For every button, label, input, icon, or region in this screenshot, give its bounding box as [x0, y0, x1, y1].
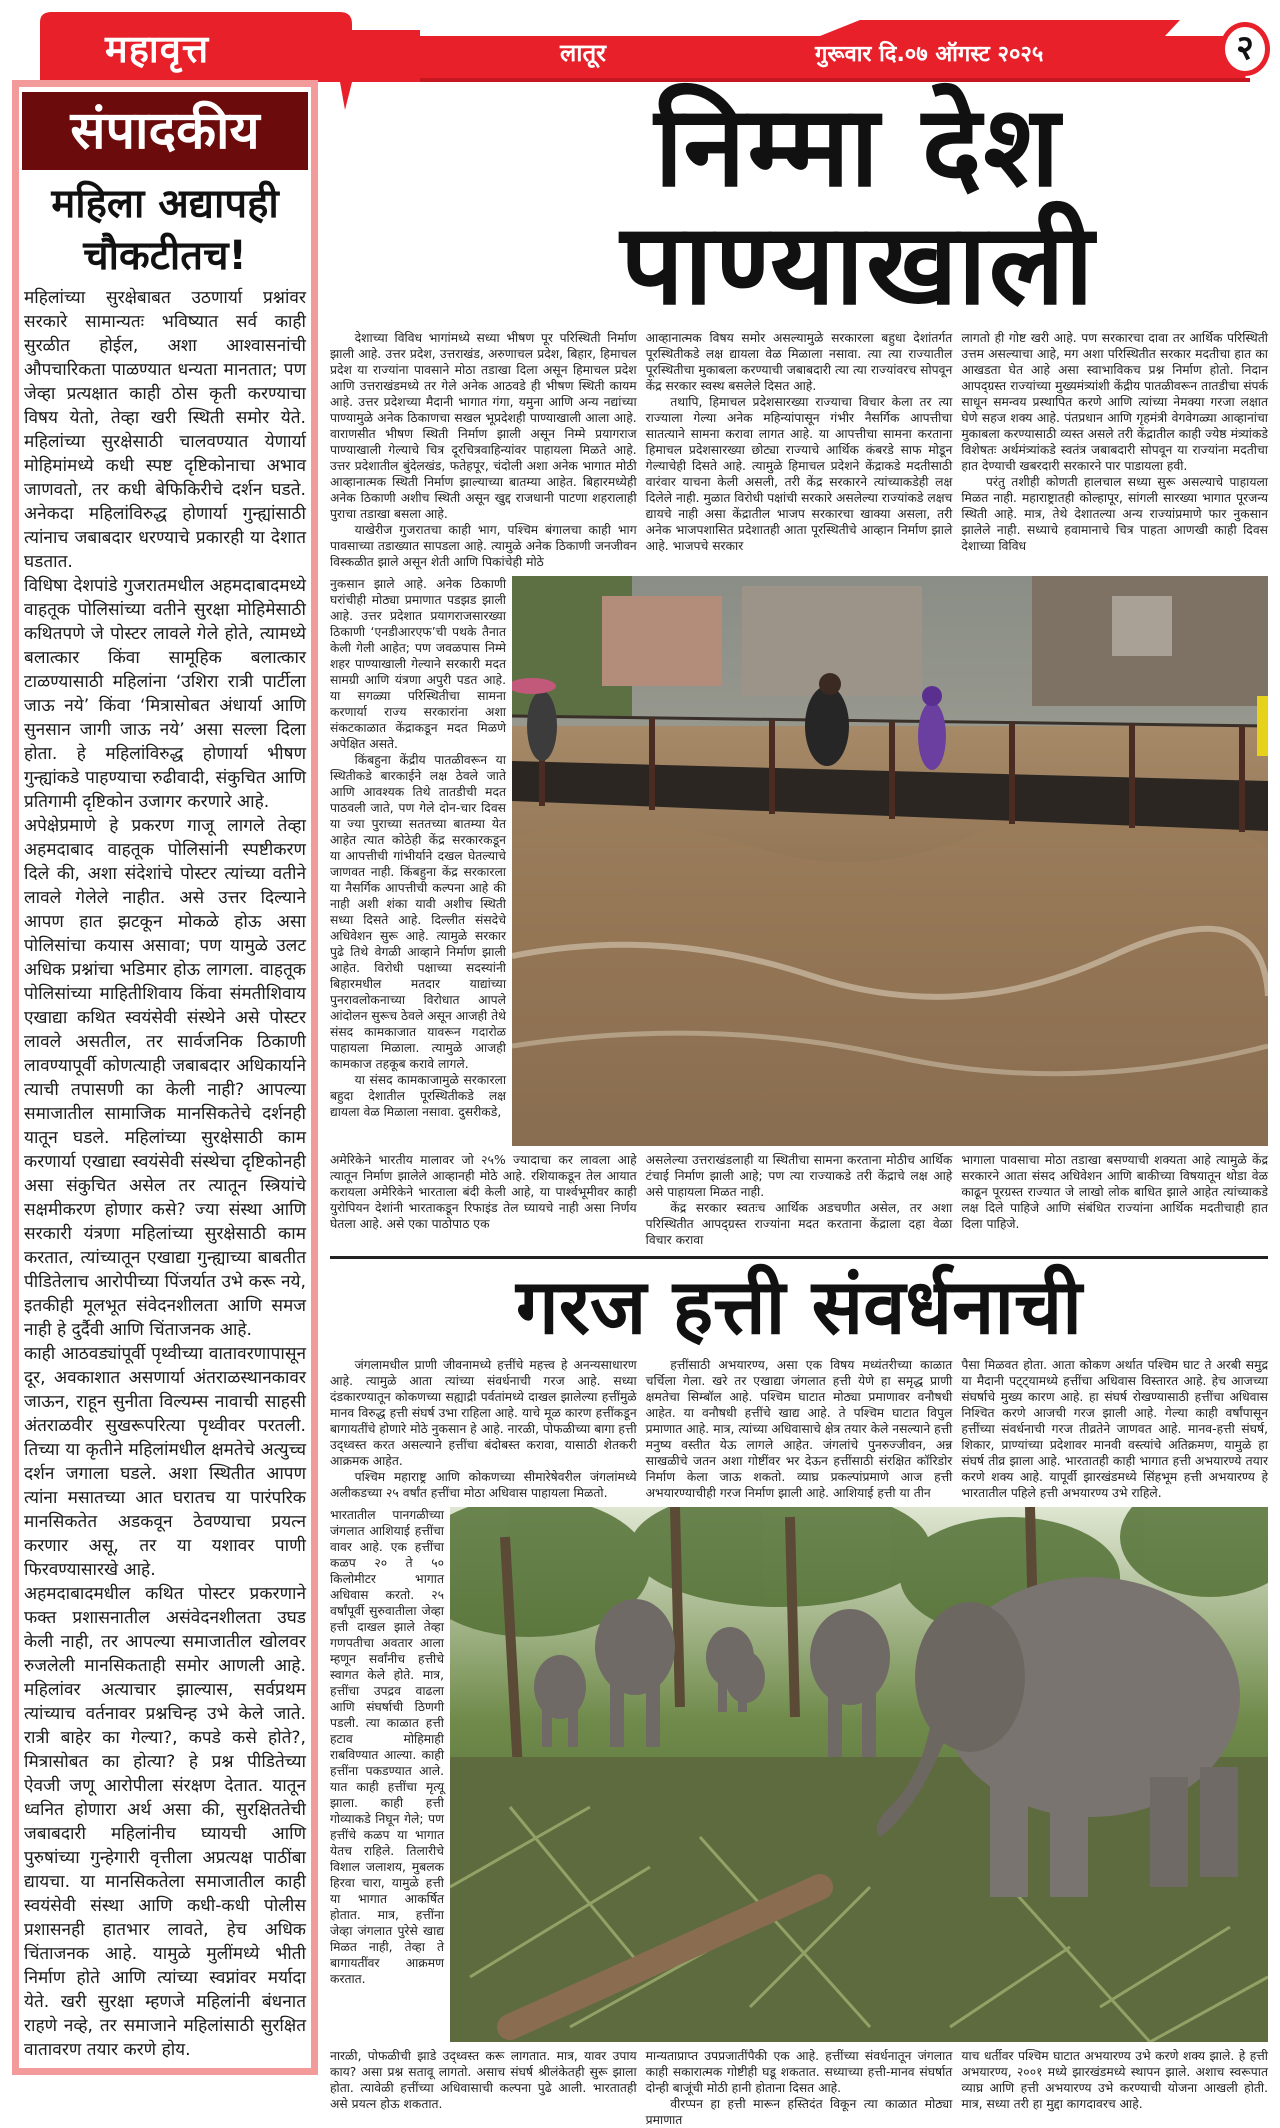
paragraph: आव्हानात्मक विषय समोर असल्यामुळे सरकारला बहुधा देशांतर्गत पूरस्थितीकडे लक्ष द्यायला वेळ मिळाला नसावा. त्या त्या राज्यातील पूरस्थितीचा मुकाबला करण्याची जबाबदारी त्या त्या राज्यांवरच सोपवून केंद्र सरकार स्वस्थ बसलेले दिसत आहे. [645, 331, 953, 393]
elephant-photo-row [330, 1507, 1268, 2042]
section-divider [330, 1256, 1268, 1259]
paragraph: अमेरिकेने भारतीय मालावर जो २५% ज्यादाचा कर लावला आहे त्यातून निर्माण झालेले आव्हानही मोठे आहे. रशियाकडून तेल आयात करायला अमेरिकेने भारताला बंदी केली आहे, या पार्श्वभूमीवर काही युरोपियन देशांनी भारताकडून रिफाइंड तेल घ्यायचे नाही असा निर्णय घेतला आहे. असे एका पाठोपाठ एक [330, 1153, 637, 1231]
paragraph: वीरप्पन हा हत्ती मारून हस्तिदंत विकून त्या काळात मोठ्या प्रमाणात [645, 2097, 953, 2127]
elephant-top-columns [330, 1357, 1268, 1501]
editorial-headline [22, 178, 308, 282]
paragraph: देशाच्या विविध भागांमध्ये सध्या भीषण पूर परिस्थिती निर्माण झाली आहे. उत्तर प्रदेश, उत्तराखंड, अरुणाचल प्रदेश, बिहार, हिमाचल प्रदेश या राज्यांना पावसाने मोठा तडाखा दिला असून हिमाचल प्रदेश आणि उत्तराखंडमध्ये तर गेले अनेक आठवडे ही भीषण स्थिती कायम आहे. उत्तर प्रदेशच्या मैदानी भागात गंगा, यमुना आणि अन्य नद्यांच्या पाण्यामुळे अनेक ठिकाणचा सखल भूप्रदेशही पाण्याखाली आला आहे. वाराणसीत भीषण स्थिती निर्माण झाली असून निम्मे प्रयागराज पाण्याखाली गेल्याचे चित्र दूरचित्रवाहिन्यांवर पाहायला मिळते आहे. उत्तर प्रदेशातील बुंदेलखंड, फतेहपूर, चंदोली अशा अनेक भागात मोठी आव्हानात्मक स्थिती निर्माण झाल्याच्या बातम्या आहेत. बिहारमध्येही अनेक ठिकाणी अशीच स्थिती असून खुद्द राजधानी पाटणा शहरालाही पुराचा तडाखा बसला आहे. [330, 331, 637, 521]
elephant-column-3 [961, 1357, 1268, 1501]
flood-column-3-bottom [961, 1152, 1268, 1248]
flood-photo-row [330, 576, 1268, 1146]
paragraph: नारळी, पोफळीची झाडे उद्ध्वस्त करू लागतात. मात्र, यावर उपाय काय? असा प्रश्न सतावू लागतो. असाच संघर्ष श्रीलंकेतही सुरू झाला होता. त्यावेळी हत्तींच्या अधिवासाची कल्पना पुढे आली. भारतातही असे प्रयत्न होऊ शकतात. [330, 2049, 637, 2111]
issue-date: गुरूवार दि.०७ ऑगस्ट २०२५ [815, 42, 1044, 67]
flood-top-columns [330, 330, 1268, 570]
paragraph: नुकसान झाले आहे. अनेक ठिकाणी घरांचीही मोठ्या प्रमाणात पडझड झाली आहे. उत्तर प्रदेशात प्रयागराजसारख्या ठिकाणी ‘एनडीआरएफ’ची पथके तैनात केली गेली आहेत; पण जवळपास निम्मे शहर पाण्याखाली गेल्याने सरकारी मदत सामग्री आणि यंत्रणा अपुरी पडत आहे. या सगळ्या परिस्थितीचा सामना करणार्या राज्य सरकारांना अशा संकटकाळात केंद्राकडून मदत मिळणे अपेक्षित असते. [330, 577, 506, 751]
paragraph: जंगलामधील प्राणी जीवनामध्ये हत्तींचे महत्त्व हे अनन्यसाधारण आहे. त्यामुळे आता त्यांच्या संवर्धनाची गरज आहे. सध्या दंडकारण्यातून कोकणच्या सह्याद्री पर्वतांमध्ये दाखल झालेल्या हत्तींमुळे मानव विरुद्ध हत्ती संघर्ष उभा राहिला आहे. याचे मूळ कारण हत्तींकडून बागायतींचे होणारे मोठे नुकसान हे आहे. नारळी, पोफळीच्या बागा हत्ती उद्ध्वस्त करत असल्याने हत्तींचा बंदोबस्त करावा, यासाठी शेतकरी आक्रमक आहेत. [330, 1358, 637, 1468]
elephant-narrow-column [330, 1507, 444, 1987]
flood-column-1 [330, 330, 637, 570]
paragraph: परंतु तशीही कोणती हालचाल सध्या सुरू असल्याचे पाहायला मिळत नाही. महाराष्ट्रातही कोल्हापूर, सांगली सारख्या भागात पूरजन्य स्थिती आहे. मात्र, तेथे देशातल्या अन्य राज्यांप्रमाणे फार नुकसान झालेले नाही. सध्याचे हवामानाचे चित्र पाहता आणखी काही दिवस देशाच्या विविध [961, 475, 1268, 553]
edition-city: लातूर [560, 39, 606, 67]
paragraph: भागाला पावसाचा मोठा तडाखा बसण्याची शक्यता आहे त्यामुळे केंद्र सरकारने आता संसद अधिवेशन आणि बाकीच्या विषयातून थोडा वेळ काढून पूरग्रस्त राज्यात जे लाखो लोक बाधित झाले आहेत त्यांच्याकडे लक्ष दिले पाहिजे आणि संबंधित राज्यांना आर्थिक मदतीचाही हात दिला पाहिजे. [961, 1153, 1268, 1231]
paragraph: केंद्र सरकार स्वतःच आर्थिक अडचणीत असेल, तर अशा परिस्थितीत आपद्ग्रस्त राज्यांना मदत करताना केंद्राला दहा वेळा विचार करावा [645, 1201, 953, 1247]
editorial-paragraph: विधिषा देशपांडे गुजरातमधील अहमदाबादमध्ये वाहतूक पोलिसांच्या वतीने सुरक्षा मोहिमेसाठी कथितपणे जे पोस्टर लावले गेले होते, त्यामध्ये बलात्कार किंवा सामूहिक बलात्कार टाळण्यासाठी महिलांना ‘उशिरा रात्री पार्टीला जाऊ नये’ किंवा ‘मित्रासोबत अंधार्या आणि सुनसान जागी जाऊ नये’ असा सल्ला दिला होता. हे महिलांविरुद्ध होणार्या भीषण गुन्ह्यांकडे पाहण्याचा रुढीवादी, संकुचित आणि प्रतिगामी दृष्टिकोन उजागर करणारे आहे. [24, 576, 306, 812]
elephant-column-1 [330, 1357, 637, 1501]
page-number: २ [1220, 22, 1270, 76]
paragraph: तथापि, हिमाचल प्रदेशसारख्या राज्याचा विचार केला तर त्या राज्याला गेल्या अनेक महिन्यांपासून गंभीर नैसर्गिक आपत्तीचा सातत्याने सामना करावा लागत आहे. या आपत्तीचा सामना करताना हिमाचल प्रदेशसारख्या छोट्या राज्याचे आर्थिक कंबरडे साफ मोडून गेल्याचेही दिसते आहे. त्यामुळे हिमाचल प्रदेशने केंद्राकडे मदतीसाठी वारंवार याचना केली असली, तरी केंद्र सरकारने त्यांच्याकडेही लक्ष दिलेले नाही. मुळात विरोधी पक्षांची सरकारे असलेल्या राज्यांकडे लक्षच द्यायचे नाही असा केंद्रातील भाजप सरकारचा खाक्या असला, तरी अनेक भाजपशासित प्रदेशातही आता पूरस्थितीचे आव्हान निर्माण झाले आहे. भाजपचे सरकार [645, 395, 953, 553]
paragraph: पैसा मिळवत होता. आता कोकण अर्थात पश्चिम घाट ते अरबी समुद्र या मैदानी पट्ट्यामध्ये हत्तींचा अधिवास विस्तारत आहे. हेच आजच्या संघर्षाचे मुख्य कारण आहे. हा संघर्ष रोखण्यासाठी हत्तींचा अधिवास निश्चित करणे आजची गरज झाली आहे. गेल्या काही वर्षांपासून हत्तींच्या संवर्धनाची गरज तीव्रतेने जाणवत आहे. मानव-हत्ती संघर्ष, शिकार, प्राण्यांच्या प्रदेशावर मानवी वस्त्यांचे अतिक्रमण, यामुळे हा संघर्ष तीव्र झाला आहे. भारतातही काही भागात हत्ती अभयारण्ये तयार करणे शक्य आहे. यापूर्वी झारखंडमध्ये सिंहभूम हत्ती अभयारण्य हे भारतातील पहिले हत्ती अभयारण्य उभे राहिले. [961, 1358, 1268, 1500]
elephant-column-2 [646, 1357, 953, 1501]
main-content [330, 80, 1268, 2128]
flood-headline: निम्मा देश पाण्याखाली [620, 82, 1096, 330]
paragraph: हत्तींसाठी अभयारण्य, असा एक विषय मध्यंतरीच्या काळात चर्चिला गेला. खरे तर एखाद्या जंगलात हत्ती येणे हा समृद्ध प्राणी क्षमतेचा सिम्बॉल आहे. पश्चिम घाटात मोठ्या प्रमाणावर वनौषधी आहेत. या वनौषधी हत्तींचे खाद्य आहे. ते पश्चिम घाटात विपुल प्रमाणात आहे. मात्र, त्यांच्या अधिवासाचे क्षेत्र तयार केले नसल्याने हत्ती मनुष्य वस्तीत येऊ लागले आहेत. जंगलांचे पुनरुज्जीवन, अन्न साखळीचे जतन अशा गोष्टींवर भर देऊन हत्तींसाठी संरक्षित कॉरिडोर निर्माण केला जाऊ शकतो. व्याघ्र प्रकल्पांप्रमाणे आज हत्ती अभयारण्याचीही गरज निर्माण झाली आहे. आशियाई हत्ती या तीन [645, 1358, 953, 1500]
paragraph: भारतातील पानगळीच्या जंगलात आशियाई हत्तींचा वावर आहे. एक हत्तींचा कळप २० ते ५० किलोमीटर भागात अधिवास करतो. २५ वर्षांपूर्वी सुरुवातीला जेव्हा हत्ती दाखल झाले तेव्हा गणपतीचा अवतार आला म्हणून सर्वांनीच हत्तीचे स्वागत केले होते. मात्र, हत्तींचा उपद्रव वाढला आणि संघर्षाची ठिणगी पडली. त्या काळात हत्ती हटाव मोहिमाही राबविण्यात आल्या. काही हत्तींना पकडण्यात आले. यात काही हत्तींचा मृत्यू झाला. काही हत्ती गोव्याकडे निघून गेले; पण हत्तींचे कळप या भागात येतच राहिले. तिलारीचे विशाल जलाशय, मुबलक हिरवा चारा, यामुळे हत्ती या भागात आकर्षित होतात. मात्र, हत्तींना जेव्हा जंगलात पुरेसे खाद्य मिळत नाही, तेव्हा ते बागायतींवर आक्रमण करतात. [330, 1508, 444, 1986]
elephant-photo [450, 1507, 1268, 2042]
editorial-label: संपादकीय [22, 92, 308, 170]
flood-column-3 [961, 330, 1268, 570]
paragraph: मान्यताप्राप्त उपप्रजातींपैकी एक आहे. हत्तींच्या संवर्धनातून जंगलात काही सकारात्मक गोष्टीही घडू शकतात. सध्याच्या हत्ती-मानव संघर्षात दोन्ही बाजूंची मोठी हानी होताना दिसत आहे. [645, 2049, 953, 2095]
flood-column-1-bottom [330, 1152, 637, 1248]
newspaper-logo: महावृत्त [105, 27, 210, 71]
editorial-paragraph: अपेक्षेप्रमाणे हे प्रकरण गाजू लागले तेव्हा अहमदाबाद वाहतूक पोलिसांनी स्पष्टीकरण दिले की, अशा संदेशांचे पोस्टर त्यांच्या वतीने लावले गेलेले नाहीत. असे उत्तर दिल्याने आपण हात झटकून मोकळे होऊ असा पोलिसांचा कयास असावा; पण यामुळे उलट अधिक प्रश्नांचा भडिमार होऊ लागला. वाहतूक पोलिसांच्या माहितीशिवाय किंवा संमतीशिवाय एखाद्या कथित स्वयंसेवी संस्थेने असे पोस्टर लावले असतील, तर सार्वजनिक ठिकाणी लावण्यापूर्वी कोणत्याही जबाबदार अधिकार्याने त्याची तपासणी का केली नाही? आपल्या समाजातील सामाजिक मानसिकतेचे दर्शनही यातून घडले. महिलांच्या सुरक्षेसाठी काम करणार्या एखाद्या स्वयंसेवी संस्थेचा दृष्टिकोनही असा संकुचित असेल तर त्यातून स्त्रियांचे सक्षमीकरण होणार कसे? ज्या संस्था आणि सरकारी यंत्रणा महिलांच्या सुरक्षेसाठी काम करतात, त्यांच्यातून एखाद्या गुन्ह्याच्या बाबतीत पीडितेलाच आरोपीच्या पिंजर्यात उभे करू नये, इतकीही मूलभूत संवेदनशीलता आणि समज नाही हे दुर्दैवी आणि चिंताजनक आहे. [24, 816, 306, 1340]
editorial-paragraph: महिलांच्या सुरक्षेबाबत उठणार्या प्रश्नांवर सरकारे सामान्यतः भविष्यात सर्व काही सुरळीत होईल, अशा आश्वासनांची औपचारिकता पाळण्यात धन्यता मानतात; पण जेव्हा प्रत्यक्षात काही ठोस कृती करण्याचा विषय येतो, तेव्हा खरी स्थिती समोर येते. महिलांच्या सुरक्षेसाठी चालवण्यात येणार्या मोहिमांमध्ये कधी स्पष्ट दृष्टिकोनाचा अभाव जाणवतो, तर कधी बेफिकिरीचे दर्शन घडते. अनेकदा महिलांविरुद्ध होणार्या गुन्ह्यांसाठी त्यांनाच जबाबदार धरण्याचे प्रकारही या देशात घडतात. [24, 288, 306, 572]
paragraph: असलेल्या उत्तराखंडलाही या स्थितीचा सामना करताना मोठीच आर्थिक टंचाई निर्माण झाली आहे; पण त्या राज्याकडे तरी केंद्राचे लक्ष आहे असे पाहायला मिळत नाही. [645, 1153, 953, 1199]
editorial-box [12, 80, 318, 2075]
elephant-headline: गरज हत्ती संवर्धनाची [516, 1262, 1082, 1351]
flood-photo [512, 576, 1268, 1146]
elephant-bottom-columns [330, 2048, 1268, 2128]
paragraph: पश्चिम महाराष्ट्र आणि कोकणच्या सीमारेषेवरील जंगलांमध्ये अलीकडच्या २५ वर्षांत हत्तींचा मोठा अधिवास पाहायला मिळतो. [330, 1470, 637, 1500]
editorial-headline-line1: महिला अद्यापही [51, 181, 279, 227]
flood-column-2-bottom [646, 1152, 953, 1248]
paragraph: किंबहुना केंद्रीय पातळीवरून या स्थितीकडे बारकाईने लक्ष ठेवले जाते आणि आवश्यक तिथे तातडीची मदत पाठवली जाते, पण गेले दोन-चार दिवस या ज्या पुराच्या सततच्या बातम्या येत आहेत त्यात कोठेही केंद्र सरकारकडून या आपत्तीची गांभीर्याने दखल घेतल्याचे जाणवत नाही. किंबहुना केंद्र सरकारला या नैसर्गिक आपत्तीची कल्पना आहे की नाही अशी शंका यावी अशीच स्थिती सध्या दिसते आहे. दिल्लीत संसदेचे अधिवेशन सुरू आहे. त्यामुळे सरकार पुढे तिथे वेगळी आव्हाने निर्माण झाली आहेत. विरोधी पक्षाच्या सदस्यांनी बिहारमधील मतदार याद्यांच्या पुनरावलोकनाच्या विरोधात आपले आंदोलन सुरूच ठेवले असून आजही तेथे संसद कामकाजात यावरून गदारोळ पाहायला मिळाला. त्यामुळे आजही कामकाज तहकूब करावे लागले. [330, 753, 506, 1071]
elephant-column-1-bottom [330, 2048, 637, 2128]
editorial-headline-line2: चौकटीतच! [83, 233, 247, 279]
elephant-column-2-bottom [646, 2048, 953, 2128]
paragraph: याच धर्तीवर पश्चिम घाटात अभयारण्य उभे करणे शक्य झाले. हे हत्ती अभयारण्य, २००१ मध्ये झारखंडमध्ये स्थापन झाले. अशाच स्वरूपात व्याघ्र आणि हत्ती अभयारण्य उभे करण्याची योजना आखली होती. मात्र, सध्या तरी हा मुद्दा कागदावरच आहे. [961, 2049, 1268, 2111]
editorial-paragraph: काही आठवड्यांपूर्वी पृथ्वीच्या वातावरणापासून दूर, अवकाशात असणार्या अंतराळस्थानकावर जाऊन, राहून सुनीता विल्यम्स नावाची साहसी अंतराळवीर सुखरूपरित्या पृथ्वीवर परतली. तिच्या या कृतीने महिलांमधील क्षमतेचे अत्युच्च दर्शन जगाला घडले. अशा स्थितीत आपण त्यांना मसातच्या आत घरातच या पारंपरिक मानसिकतेत अडकवून ठेवण्याचा प्रयत्न करणार असू, तर या यशावर पाणी फिरवण्यासारखे आहे. [24, 1344, 306, 1580]
paragraph: याखेरीज गुजरातचा काही भाग, पश्चिम बंगालचा काही भाग पावसाच्या तडाख्यात सापडला आहे. त्यामुळे अनेक ठिकाणी जनजीवन विस्कळीत झाले असून शेती आणि पिकांचेही मोठे [330, 523, 637, 569]
editorial-paragraph: अहमदाबादमधील कथित पोस्टर प्रकरणाने फक्त प्रशासनातील असंवेदनशीलता उघड केली नाही, तर आपल्या समाजातील खोलवर रुजलेली मानसिकताही समोर आणली आहे. महिलांवर अत्याचार झाल्यास, सर्वप्रथम त्यांच्याच वर्तनावर प्रश्नचिन्ह उभे केले जाते. रात्री बाहेर का गेल्या?, कपडे कसे होते?, मित्रासोबत का होत्या? हे प्रश्न पीडितेच्या ऐवजी जणू आरोपीला संरक्षण देतात. यातून ध्वनित होणारा अर्थ असा की, सुरक्षिततेची जबाबदारी महिलांनीच घ्यायची आणि पुरुषांच्या गुन्हेगारी वृत्तीला अप्रत्यक्ष पाठींबा द्यायचा. या मानसिकतेला समाजातील काही स्वयंसेवी संस्था आणि कधी-कधी पोलीस प्रशासनही हातभार लावते, हेच अधिक चिंताजनक आहे. यामुळे मुलींमध्ये भीती निर्माण होते आणि त्यांच्या स्वप्नांवर मर्यादा येते. खरी सुरक्षा म्हणजे महिलांनी बंधनात राहणे नव्हे, तर समाजाने महिलांसाठी सुरक्षित वातावरण तयार करणे होय. [24, 1584, 306, 2060]
flood-narrow-column [330, 576, 506, 1120]
paragraph: या संसद कामकाजामुळे सरकारला बहुदा देशातील पूरस्थितीकडे लक्ष द्यायला वेळ मिळाला नसावा. दुसरीकडे, [330, 1073, 506, 1119]
editorial-body [22, 286, 308, 2062]
flood-column-2 [646, 330, 953, 570]
flood-bottom-columns [330, 1152, 1268, 1248]
paragraph: लागतो ही गोष्ट खरी आहे. पण सरकारचा दावा तर आर्थिक परिस्थिती उत्तम असल्याचा आहे, मग अशा परिस्थितीत सरकार मदतीचा हात का आखडता घेत आहे असा स्वाभाविकच प्रश्न निर्माण होतो. निदान आपद्ग्रस्त राज्यांच्या मुख्यमंत्र्यांशी केंद्रीय पातळीवरून तातडीचा संपर्क साधून समन्वय प्रस्थापित करणे आणि त्यांच्या नेमक्या गरजा लक्षात घेणे सहज शक्य आहे. पंतप्रधान आणि गृहमंत्री वेगवेगळ्या आव्हानांचा मुकाबला करण्यासाठी व्यस्त असले तरी केंद्रातील काही ज्येष्ठ मंत्र्यांकडे विशेषतः अर्थमंत्र्यांकडे स्वतंत्र जबाबदारी सोपवून या राज्यांना मदतीचा हात देण्याची खबरदारी सरकारने पार पाडायला हवी. [961, 331, 1268, 473]
elephant-column-3-bottom [961, 2048, 1268, 2128]
